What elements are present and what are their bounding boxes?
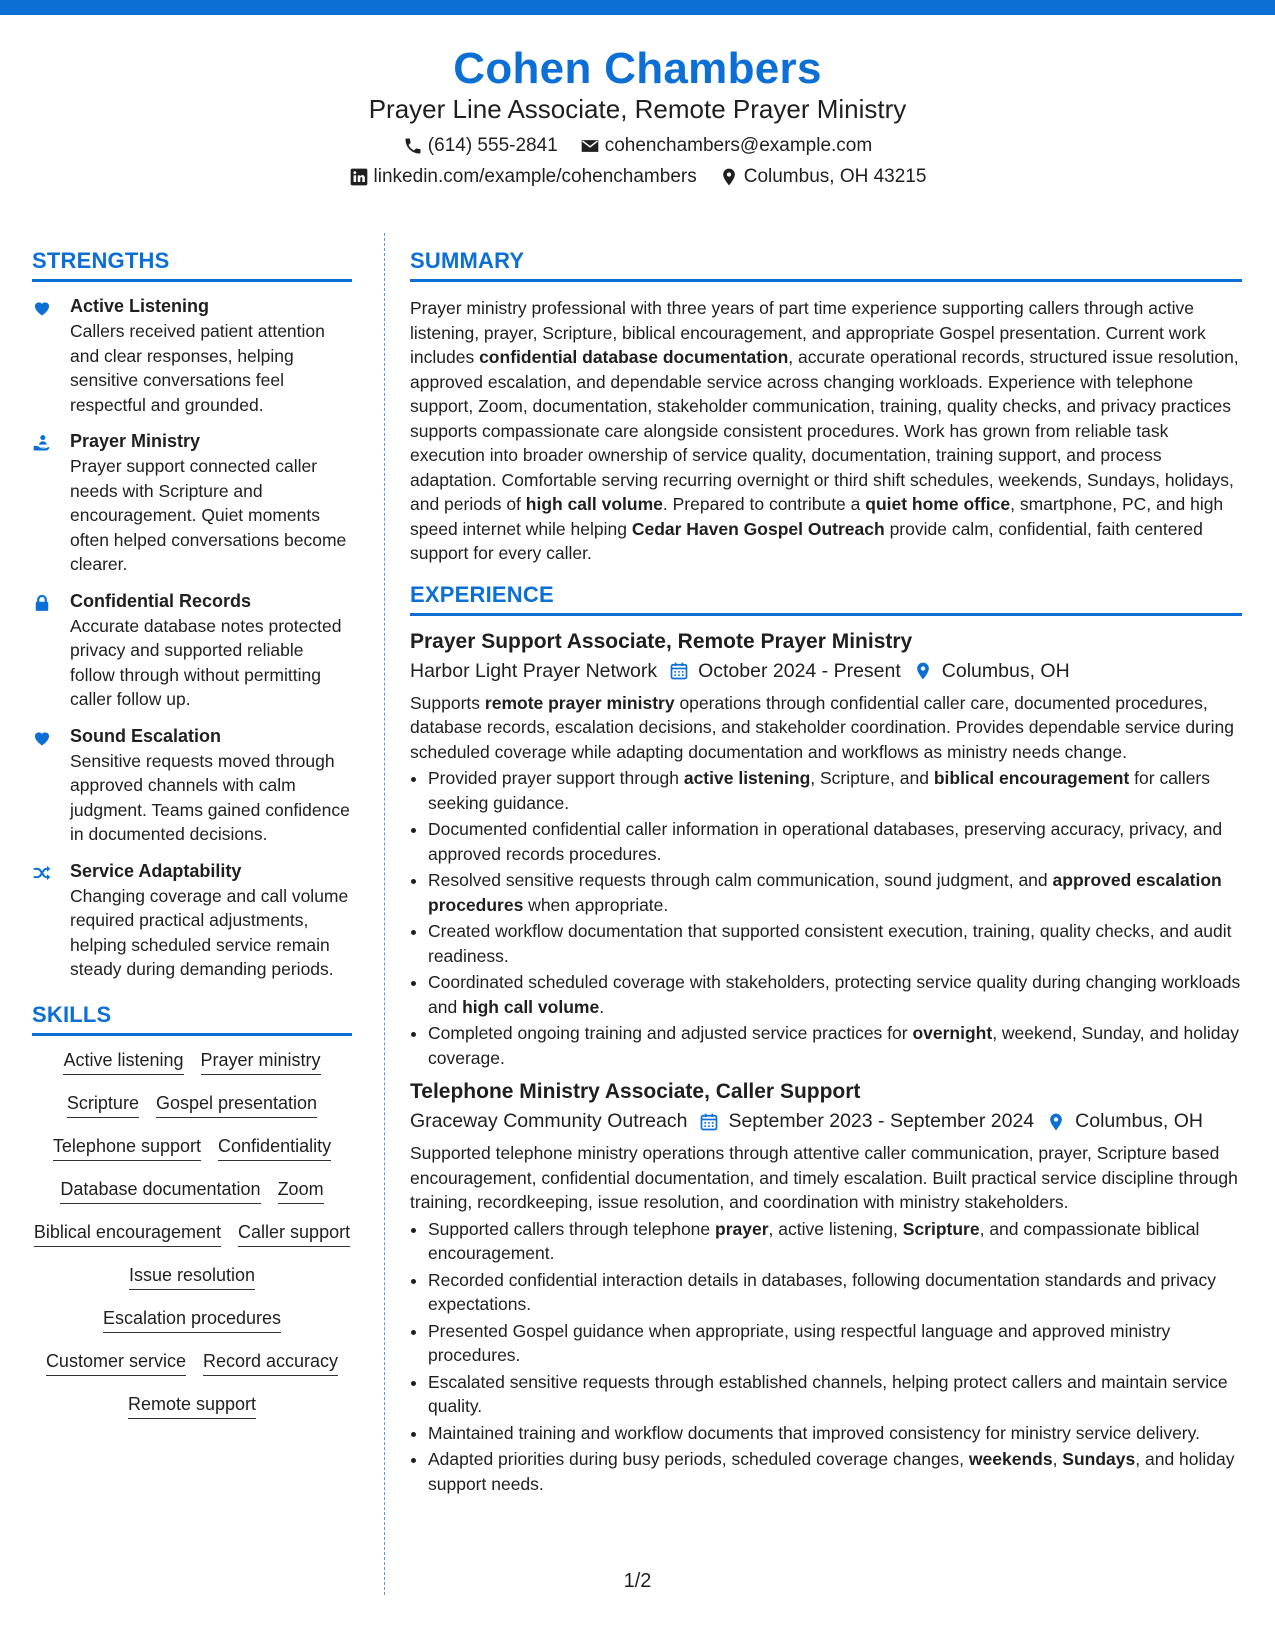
text-run: . Prepared to contribute a: [662, 494, 866, 514]
text-run: provide calm, confidential, faith centered support for every caller.: [410, 518, 1203, 563]
bullet-item: [428, 1217, 1242, 1266]
text-run: , Scripture, and: [810, 768, 934, 788]
linkedin-text: linkedin.com/example/cohenchambers: [373, 166, 697, 187]
strength-title: Service Adaptability: [70, 860, 242, 881]
text-run: , active listening,: [768, 1218, 903, 1239]
bold-text: prayer: [715, 1218, 769, 1239]
candidate-name: Cohen Chambers: [453, 44, 822, 93]
job-dates: September 2023 - September 2024: [728, 1110, 1035, 1132]
text-run: , and holiday support needs.: [428, 1449, 1235, 1494]
bold-text: active listening: [683, 768, 811, 788]
summary-text: [410, 296, 1242, 566]
text-run: , and compassionate biblical encouragement.: [428, 1218, 1200, 1263]
right-column: [410, 248, 1242, 1506]
strength-title: Active Listening: [70, 296, 210, 316]
bullet-item: [428, 1319, 1242, 1368]
skill-tag: Issue resolution: [129, 1265, 255, 1290]
bullet-item: [428, 1370, 1242, 1419]
hand-holding-person-icon: [32, 433, 52, 453]
contact-location: [719, 166, 927, 188]
skill-tag: Customer service: [46, 1351, 186, 1376]
strength-desc: Prayer support connected caller needs with Scripture and encouragement. Quiet moments often helped conversations become clearer.: [70, 456, 347, 574]
strength-desc: Sensitive requests moved through approved channels with calm judgment. Teams gained confidence in documented decisions.: [70, 750, 350, 844]
strength-item: [32, 861, 352, 982]
lock-icon: [32, 593, 52, 613]
contact-phone[interactable]: [403, 135, 558, 157]
job-title: Prayer Support Associate, Remote Prayer Ministry: [410, 629, 913, 653]
skill-tag: Zoom: [278, 1179, 324, 1204]
text-run: Presented Gospel guidance when appropriate, using respectful language and approved ministry procedures.: [428, 1320, 1171, 1365]
strengths-heading: STRENGTHS: [32, 248, 352, 282]
job-meta: [410, 1110, 1242, 1133]
skill-tag: Gospel presentation: [156, 1093, 317, 1118]
skill-tag: Prayer ministry: [201, 1050, 321, 1075]
strength-item: [32, 431, 352, 577]
text-run: Supported callers through telephone: [428, 1218, 716, 1239]
text-run: for callers seeking guidance.: [428, 768, 1211, 813]
text-run: Supported telephone ministry operations through attentive caller communication, prayer, Scripture based encouragement, confidential documentation, and timely escalation. Built practical service discipline through training, recordkeeping, issue resolution, and coordination with ministry stakeholders.: [410, 1143, 1238, 1212]
text-run: Supports: [410, 692, 485, 713]
job-description: [410, 691, 1242, 765]
text-run: Created workflow documentation that supported consistent execution, training, quality checks, and audit readiness.: [428, 921, 1232, 966]
job-meta: [410, 660, 1242, 683]
text-run: Completed ongoing training and adjusted service practices for: [428, 1023, 913, 1043]
envelope-icon: [580, 136, 600, 156]
bold-text: overnight: [912, 1023, 993, 1043]
bullet-item: [428, 970, 1242, 1019]
bold-text: approved escalation procedures: [428, 870, 1222, 915]
contact-email[interactable]: [580, 135, 872, 157]
text-run: ,: [1052, 1449, 1063, 1469]
skill-tag: Escalation procedures: [103, 1308, 281, 1333]
job-company: Harbor Light Prayer Network: [410, 659, 658, 682]
skill-tag: Biblical encouragement: [34, 1222, 221, 1247]
text-run: operations through confidential caller care, documented procedures, database records, escalation decisions, and stakeholder coordination. Provides dependable service during scheduled coverage while adapting documentation and workflows as ministry needs change.: [410, 692, 1234, 762]
skill-tag: Database documentation: [60, 1179, 260, 1204]
skill-tag: Active listening: [63, 1050, 183, 1075]
skill-tag: Caller support: [238, 1222, 350, 1247]
text-run: Prayer ministry professional with three years of part time experience supporting callers through active listening, prayer, Scripture, biblical encouragement, and appropriate Gospel presentation. Current work includes: [410, 298, 1206, 367]
bold-text: Cedar Haven Gospel Outreach: [631, 518, 885, 539]
bold-text: Scripture: [902, 1218, 980, 1239]
summary-heading: SUMMARY: [410, 248, 1242, 282]
shuffle-icon: [32, 863, 52, 883]
job-bullets: [410, 766, 1242, 1070]
text-run: Recorded confidential interaction details in databases, following documentation standards and privacy expectations.: [428, 1269, 1216, 1314]
job-entry: [410, 1080, 1242, 1496]
bullet-item: [428, 919, 1242, 968]
text-run: Provided prayer support through: [428, 768, 684, 788]
heart-icon: [32, 298, 52, 318]
text-run: Resolved sensitive requests through calm communication, sound judgment, and: [428, 870, 1053, 890]
text-run: Coordinated scheduled coverage with stakeholders, protecting service quality during changing workloads and: [428, 972, 1241, 1017]
strength-desc: Accurate database notes protected privacy and supported reliable follow through without permitting caller follow up.: [70, 615, 342, 709]
skills-heading: SKILLS: [32, 1002, 352, 1036]
skills-list: [32, 1050, 352, 1437]
skill-tag: Remote support: [128, 1394, 256, 1419]
bold-text: weekends: [968, 1449, 1053, 1469]
skill-tag: Record accuracy: [203, 1351, 338, 1376]
heart-icon: [32, 728, 52, 748]
calendar-icon: [699, 1112, 719, 1132]
contact-linkedin[interactable]: [349, 166, 697, 188]
bullet-item: [428, 817, 1242, 866]
job-entry: [410, 630, 1242, 1071]
job-description: [410, 1141, 1242, 1215]
skill-tag: Scripture: [67, 1093, 139, 1118]
job-location: Columbus, OH: [941, 659, 1070, 682]
bullet-item: [428, 1021, 1242, 1070]
contact-row-2: [0, 166, 1275, 188]
bullet-item: [428, 766, 1242, 815]
bullet-item: [428, 1421, 1242, 1446]
email-text: cohenchambers@example.com: [604, 135, 873, 156]
text-run: , accurate operational records, structured issue resolution, approved escalation, and dependable service across changing workloads. Experience with telephone support, Zoom, documentation, stakeholder communication, training, quality checks, and privacy practices supports compassionate care alongside consistent procedures. Work has grown from reliable task execution into broader ownership of service quality, documentation, training support, and process adaptation. Comfortable serving recurring overnight or third shift schedules, weekends, Sundays, holidays, and periods of: [410, 347, 1239, 514]
text-run: Documented confidential caller information in operational databases, preserving accuracy, privacy, and approved records procedures.: [428, 819, 1223, 864]
strength-title: Prayer Ministry: [70, 431, 201, 451]
text-run: when appropriate.: [523, 894, 669, 915]
bold-text: confidential database documentation: [479, 347, 789, 367]
bold-text: Sundays: [1062, 1449, 1136, 1469]
bold-text: quiet home office: [865, 494, 1011, 514]
bullet-item: [428, 1268, 1242, 1317]
phone-icon: [403, 136, 423, 156]
experience-heading: EXPERIENCE: [410, 582, 1242, 616]
map-pin-icon: [719, 167, 739, 187]
candidate-title: Prayer Line Associate, Remote Prayer Ministry: [368, 94, 907, 124]
job-location: Columbus, OH: [1075, 1110, 1204, 1132]
top-accent-bar: [0, 0, 1275, 15]
map-pin-icon: [1046, 1112, 1066, 1132]
strength-title: Confidential Records: [70, 590, 252, 611]
text-run: .: [599, 996, 605, 1017]
strength-desc: Callers received patient attention and clear responses, helping sensitive conversations feel respectful and grounded.: [70, 321, 325, 415]
calendar-icon: [669, 661, 689, 681]
bold-text: high call volume: [462, 996, 600, 1017]
text-run: , smartphone, PC, and high speed internet while helping: [410, 494, 1224, 539]
job-title: Telephone Ministry Associate, Caller Support: [410, 1080, 861, 1103]
page-number: 1/2: [623, 1570, 652, 1592]
strength-item: [32, 296, 352, 417]
text-run: , weekend, Sunday, and holiday coverage.: [428, 1023, 1239, 1068]
bullet-item: [428, 868, 1242, 917]
strength-item: [32, 591, 352, 712]
text-run: Escalated sensitive requests through established channels, helping protect callers and maintain service quality.: [428, 1371, 1228, 1416]
bold-text: high call volume: [525, 494, 663, 514]
skill-tag: Confidentiality: [218, 1136, 331, 1161]
strength-desc: Changing coverage and call volume required practical adjustments, helping scheduled service remain steady during demanding periods.: [70, 885, 349, 979]
text-run: Adapted priorities during busy periods, scheduled coverage changes,: [428, 1449, 969, 1469]
linkedin-icon: [349, 167, 369, 187]
bold-text: biblical encouragement: [933, 768, 1130, 788]
strength-item: [32, 726, 352, 847]
bullet-item: [428, 1447, 1242, 1496]
map-pin-icon: [913, 661, 933, 681]
strength-title: Sound Escalation: [70, 725, 222, 746]
phone-text: (614) 555-2841: [427, 135, 558, 156]
location-text: Columbus, OH 43215: [743, 166, 927, 187]
skill-tag: Telephone support: [53, 1136, 201, 1161]
job-dates: October 2024 - Present: [698, 659, 901, 682]
job-company: Graceway Community Outreach: [410, 1110, 688, 1132]
column-divider: [384, 233, 385, 1595]
bold-text: remote prayer ministry: [484, 692, 675, 713]
contact-row-1: [0, 135, 1275, 157]
left-column: [32, 248, 352, 1437]
text-run: Maintained training and workflow documents that improved consistency for ministry service delivery.: [428, 1422, 1200, 1443]
job-bullets: [410, 1217, 1242, 1497]
